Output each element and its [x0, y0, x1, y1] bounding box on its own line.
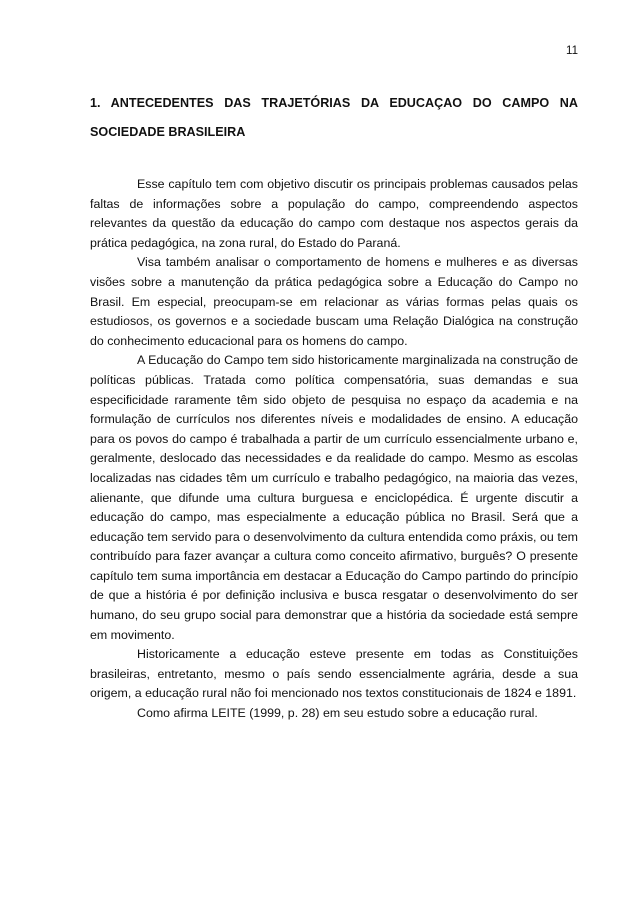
paragraph-3: A Educação do Campo tem sido historicamente marginalizada na construção de políticas públicas. Tratada como política compensatória, suas demandas e sua especificidade raramente têm sido objeto de pesquisa no espaço da academia e na formulação de currículos nos diferentes níveis e modalidades de ensino. A educação para os povos do campo é trabalhada a partir de um currículo essencialmente urbano e, geralmente, deslocado das necessidades e da realidade do campo. Mesmo as escolas localizadas nas cidades têm um currículo e trabalho pedagógico, na maioria das vezes, alienante, que difunde uma cultura burguesa e enciclopédica. É urgente discutir a educação do campo, mas especialmente a educação pública no Brasil. Será que a educação tem servido para o desenvolvimento da cultura entendida como práxis, ou tem contribuído para fazer avançar a cultura como conceito afirmativo, burguês? O presente capítulo tem suma importância em destacar a Educação do Campo partindo do princípio de que a história é por definição inclusiva e busca resgatar o desenvolvimento do ser humano, do seu grupo social para demonstrar que a história da sociedade está sempre em movimento. [90, 353, 578, 642]
paragraph-2: Visa também analisar o comportamento de homens e mulheres e as diversas visões sobre a manutenção da prática pedagógica sobre a Educação do Campo no Brasil. Em especial, preocupam-se em relacionar as várias formas pelas quais os estudiosos, os governos e a sociedade buscam uma Relação Dialógica na construção do conhecimento educacional para os homens do campo. [90, 255, 578, 348]
chapter-title: 1. ANTECEDENTES DAS TRAJETÓRIAS DA EDUCAÇAO DO CAMPO NA SOCIEDADE BRASILEIRA [90, 96, 578, 139]
paragraph-4: Historicamente a educação esteve presente em todas as Constituições brasileiras, entretanto, mesmo o país sendo essencialmente agrária, desde a sua origem, a educação rural não foi mencionado nos textos constitucionais de 1824 e 1891. [90, 647, 578, 701]
paragraph-1: Esse capítulo tem com objetivo discutir os principais problemas causados pelas faltas de informações sobre a população do campo, compreendendo aspectos relevantes da questão da educação do campo com destaque nos aspectos gerais da prática pedagógica, na zona rural, do Estado do Paraná. [90, 177, 578, 250]
body-text [90, 175, 578, 724]
paragraph-5: Como afirma LEITE (1999, p. 28) em seu estudo sobre a educação rural. [137, 706, 538, 721]
page-number: 11 [566, 45, 578, 57]
